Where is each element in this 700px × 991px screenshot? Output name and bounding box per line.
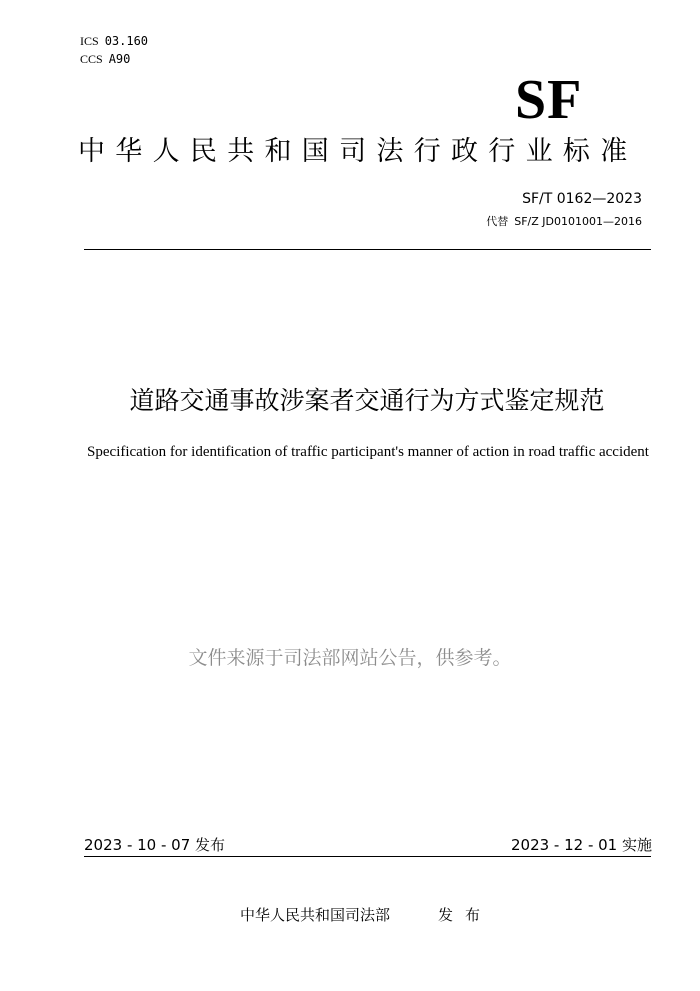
- title-chinese: 道路交通事故涉案者交通行为方式鉴定规范: [129, 386, 605, 415]
- ccs-code: A90: [108, 52, 131, 66]
- replaces-label: 代替: [486, 215, 509, 228]
- replaces-number: SF/Z JD0101001—2016: [514, 215, 642, 228]
- sf-logo: SF: [515, 69, 583, 131]
- ccs-label: CCS: [80, 52, 103, 66]
- standard-category: 中华人民共和国司法行政行业标准: [78, 136, 638, 167]
- effective-date: 2023 - 12 - 01 实施: [510, 836, 652, 854]
- standard-number: SF/T 0162—2023: [522, 191, 642, 207]
- ics-code: 03.160: [104, 34, 149, 48]
- top-divider: [84, 249, 651, 250]
- ccs-line: [80, 52, 130, 66]
- issuer-name: 中华人民共和国司法部: [240, 906, 391, 924]
- publish-date: 2023 - 10 - 07 发布: [84, 836, 226, 854]
- source-notice: 文件来源于司法部网站公告，供参考。: [188, 647, 512, 669]
- ics-line: [80, 34, 148, 48]
- replaces-line: [486, 215, 642, 229]
- title-english: Specification for identification of traffic participant's manner of action in road traffic accident: [87, 444, 649, 460]
- issue-action: 发布: [438, 906, 493, 924]
- ics-label: ICS: [80, 34, 99, 48]
- bottom-divider: [84, 856, 651, 857]
